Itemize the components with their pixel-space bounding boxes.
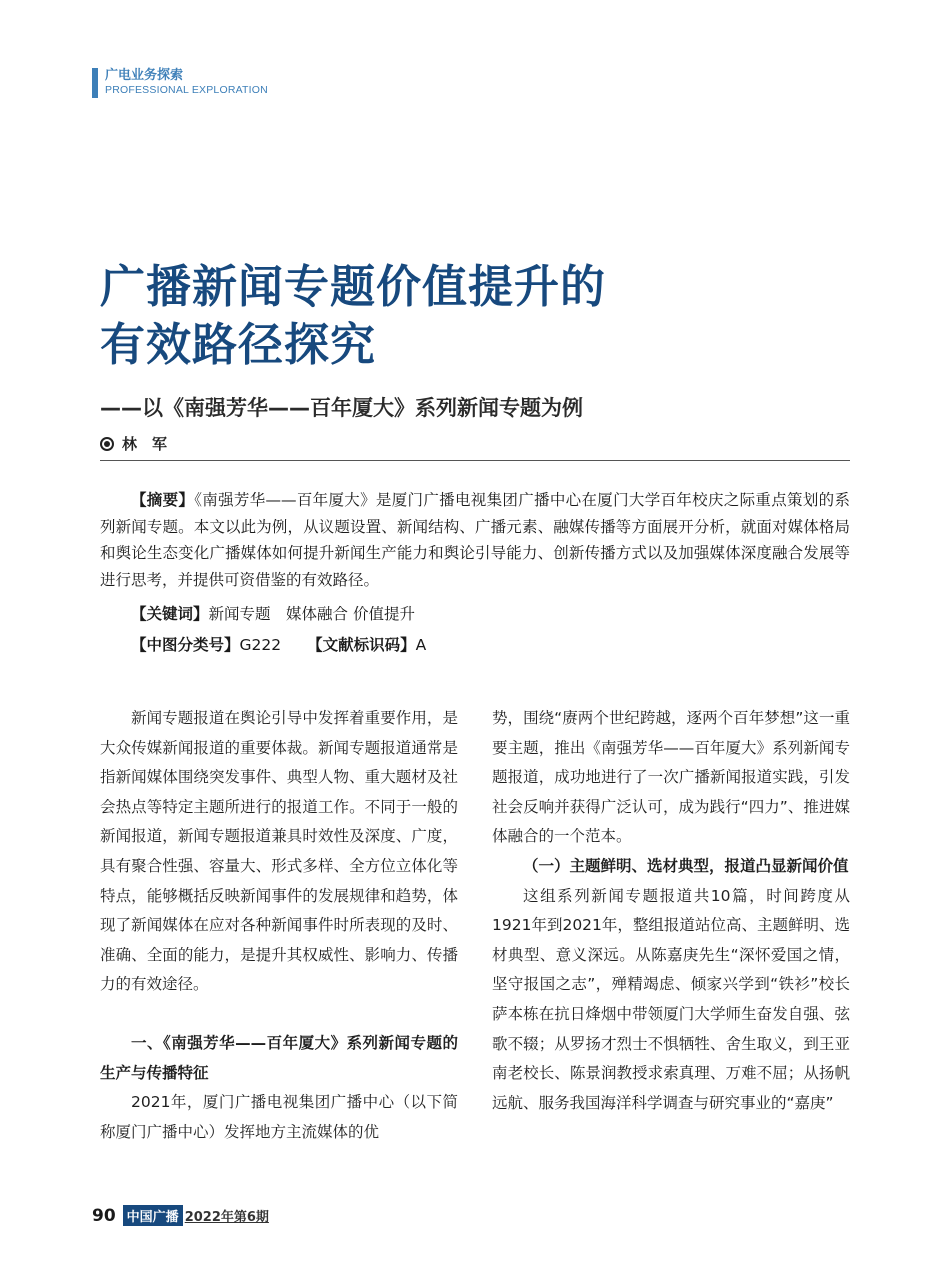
issue-label: 2022年第6期 — [184, 1210, 269, 1225]
article-subtitle: ——以《南强芳华——百年厦大》系列新闻专题为例 — [100, 396, 583, 420]
page-number: 90 — [92, 1205, 116, 1226]
doc-code-label: 【文献标识码】 — [307, 636, 416, 654]
left-heading-1: 一、《南强芳华——百年厦大》系列新闻专题的生产与传播特征 — [100, 1033, 458, 1082]
section-tag-bar — [92, 68, 98, 98]
section-tag — [92, 68, 268, 98]
classification-value: G222 — [239, 636, 282, 654]
right-paragraph-1: 势，围绕“赓两个世纪跨越，逐两个百年梦想”这一重要主题，推出《南强芳华——百年厦大》系列新闻专题报道，成功地进行了一次广播新闻报道实践，引发社会反响并获得广泛认可，成为践行“四力”、推进媒体融合的一个范本。 — [492, 709, 850, 846]
left-paragraph-2: 2021年，厦门广播电视集团广播中心（以下简称厦门广播中心）发挥地方主流媒体的优 — [100, 1093, 458, 1141]
section-tag-cn: 广电业务探索 — [105, 68, 184, 83]
author-name: 林 军 — [122, 435, 168, 453]
article-title — [100, 258, 606, 374]
abstract — [100, 487, 850, 593]
left-paragraph-1: 新闻专题报道在舆论引导中发挥着重要作用，是大众传媒新闻报道的重要体裁。新闻专题报道通常是指新闻媒体围绕突发事件、典型人物、重大题材及社会热点等特定主题所进行的报道工作。不同于一般的新闻报道，新闻专题报道兼具时效性及深度、广度，具有聚合性强、容量大、形式多样、全方位立体化等特点，能够概括反映新闻事件的发展规律和趋势，体现了新闻媒体在应对各种新闻事件时所表现的及时、准确、全面的能力，是提升其权威性、影响力、传播力的有效途径。 — [100, 709, 458, 994]
keywords-text: 新闻专题 媒体融合 价值提升 — [208, 605, 415, 623]
author-line — [100, 433, 167, 454]
title-line-1: 广播新闻专题价值提升的 — [100, 260, 607, 313]
body-column-right — [492, 704, 850, 1118]
title-line-2: 有效路径探究 — [100, 318, 377, 371]
classification-label: 【中图分类号】 — [131, 636, 240, 654]
keywords-label: 【关键词】 — [131, 605, 209, 623]
header-divider — [100, 460, 850, 461]
bullet-circle-icon — [100, 437, 114, 451]
keywords — [131, 602, 415, 624]
abstract-label: 【摘要】 — [131, 491, 195, 509]
section-tag-en: PROFESSIONAL EXPLORATION — [105, 84, 268, 96]
magazine-name: 中国广播 — [123, 1205, 183, 1226]
classification — [131, 633, 426, 655]
abstract-text: 《南强芳华——百年厦大》是厦门广播电视集团广播中心在厦门大学百年校庆之际重点策划的系列新闻专题。本文以此为例，从议题设置、新闻结构、广播元素、融媒传播等方面展开分析，就面对媒体格局和舆论生态变化广播媒体如何提升新闻生产能力和舆论引导能力、创新传播方式以及加强媒体深度融合发展等进行思考，并提供可资借鉴的有效路径。 — [100, 491, 850, 589]
right-heading-1: （一）主题鲜明、选材典型，报道凸显新闻价值 — [523, 856, 849, 875]
body-column-left — [100, 704, 458, 1147]
right-paragraph-2: 这组系列新闻专题报道共10篇，时间跨度从1921年到2021年，整组报道站位高、主题鲜明、选材典型、意义深远。从陈嘉庚先生“深怀爱国之情，坚守报国之志”，殚精竭虑、倾家兴学到“铁衫”校长萨本栋在抗日烽烟中带领厦门大学师生奋发自强、弦歌不辍；从罗扬才烈士不惧牺牲、舍生取义，到王亚南老校长、陈景润教授求索真理、万难不屈；从扬帆远航、服务我国海洋科学调查与研究事业的“嘉庚” — [492, 886, 850, 1112]
doc-code-value: A — [415, 636, 427, 654]
page-footer — [92, 1205, 269, 1226]
